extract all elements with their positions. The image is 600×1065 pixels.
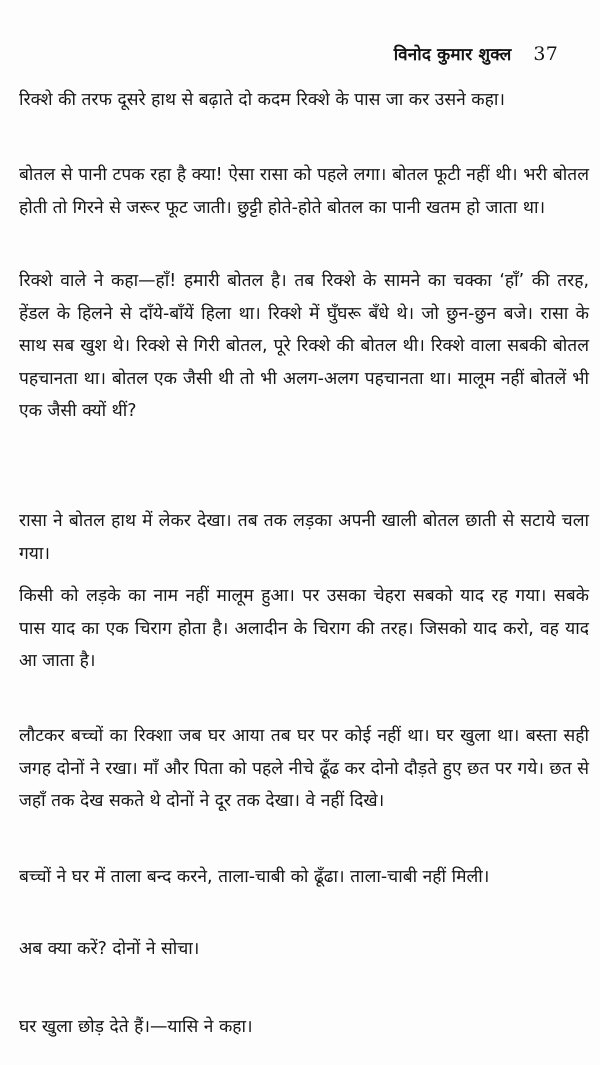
paragraph-2: बोतल से पानी टपक रहा है क्या! ऐसा रासा को पहले लगा। बोतल फूटी नहीं थी। भरी बोतल होती तो गिरने से जरूर फूट जाती। छुट्टी होते-होते बोतल का पानी खतम हो जाता था। xyxy=(19,165,589,218)
page-number: 37 xyxy=(533,43,558,65)
paragraph-4: रासा ने बोतल हाथ में लेकर देखा। तब तक लड़का अपनी खाली बोतल छाती से सटाये चला गया। xyxy=(19,511,589,564)
author-name: विनोद कुमार शुक्ल xyxy=(393,45,512,65)
paragraph-6: लौटकर बच्चों का रिक्शा जब घर आया तब घर पर कोई नहीं था। घर खुला था। बस्ता सही जगह दोनों ने रखा। माँ और पिता को पहले नीचे ढूँढ कर दोनो दौड़ते हुए छत पर गये। छत से जहाँ तक देख सकते थे दोनों ने दूर तक देखा। वे नहीं दिखे। xyxy=(19,726,589,812)
paragraph-3: रिक्शे वाले ने कहा—हाँ! हमारी बोतल है। तब रिक्शे के सामने का चक्का ‘हाँ’ की तरह, हेंडल के हिलने से दाँये-बाँयें हिला था। रिक्शे में घुँघरू बँधे थे। जो छुन-छुन बजे। रासा के साथ सब खुश थे। रिक्शे से गिरी बोतल, पूरे रिक्शे की बोतल थी। रिक्शे वाला सबकी बोतल पहचानता था। बोतल एक जैसी थी तो भी अलग-अलग पहचानता था। मालूम नहीं बोतलें भी एक जैसी क्यों थीं? xyxy=(19,271,589,422)
paragraph-5: किसी को लड़के का नाम नहीं मालूम हुआ। पर उसका चेहरा सबको याद रह गया। सबके पास याद का एक चिराग होता है। अलादीन के चिराग की तरह। जिसको याद करो, वह याद आ जाता है। xyxy=(19,586,589,672)
paragraph-7: बच्चों ने घर में ताला बन्द करने, ताला-चाबी को ढूँढा। ताला-चाबी नहीं मिली। xyxy=(19,867,490,887)
paragraph-8: अब क्या करें? दोनों ने सोचा। xyxy=(19,939,200,959)
paragraph-9: घर खुला छोड़ देते हैं।—यासि ने कहा। xyxy=(19,1017,253,1037)
running-header xyxy=(394,42,558,65)
paragraph-1: रिक्शे की तरफ दूसरे हाथ से बढ़ाते दो कदम रिक्शे के पास जा कर उसने कहा। xyxy=(19,90,505,110)
